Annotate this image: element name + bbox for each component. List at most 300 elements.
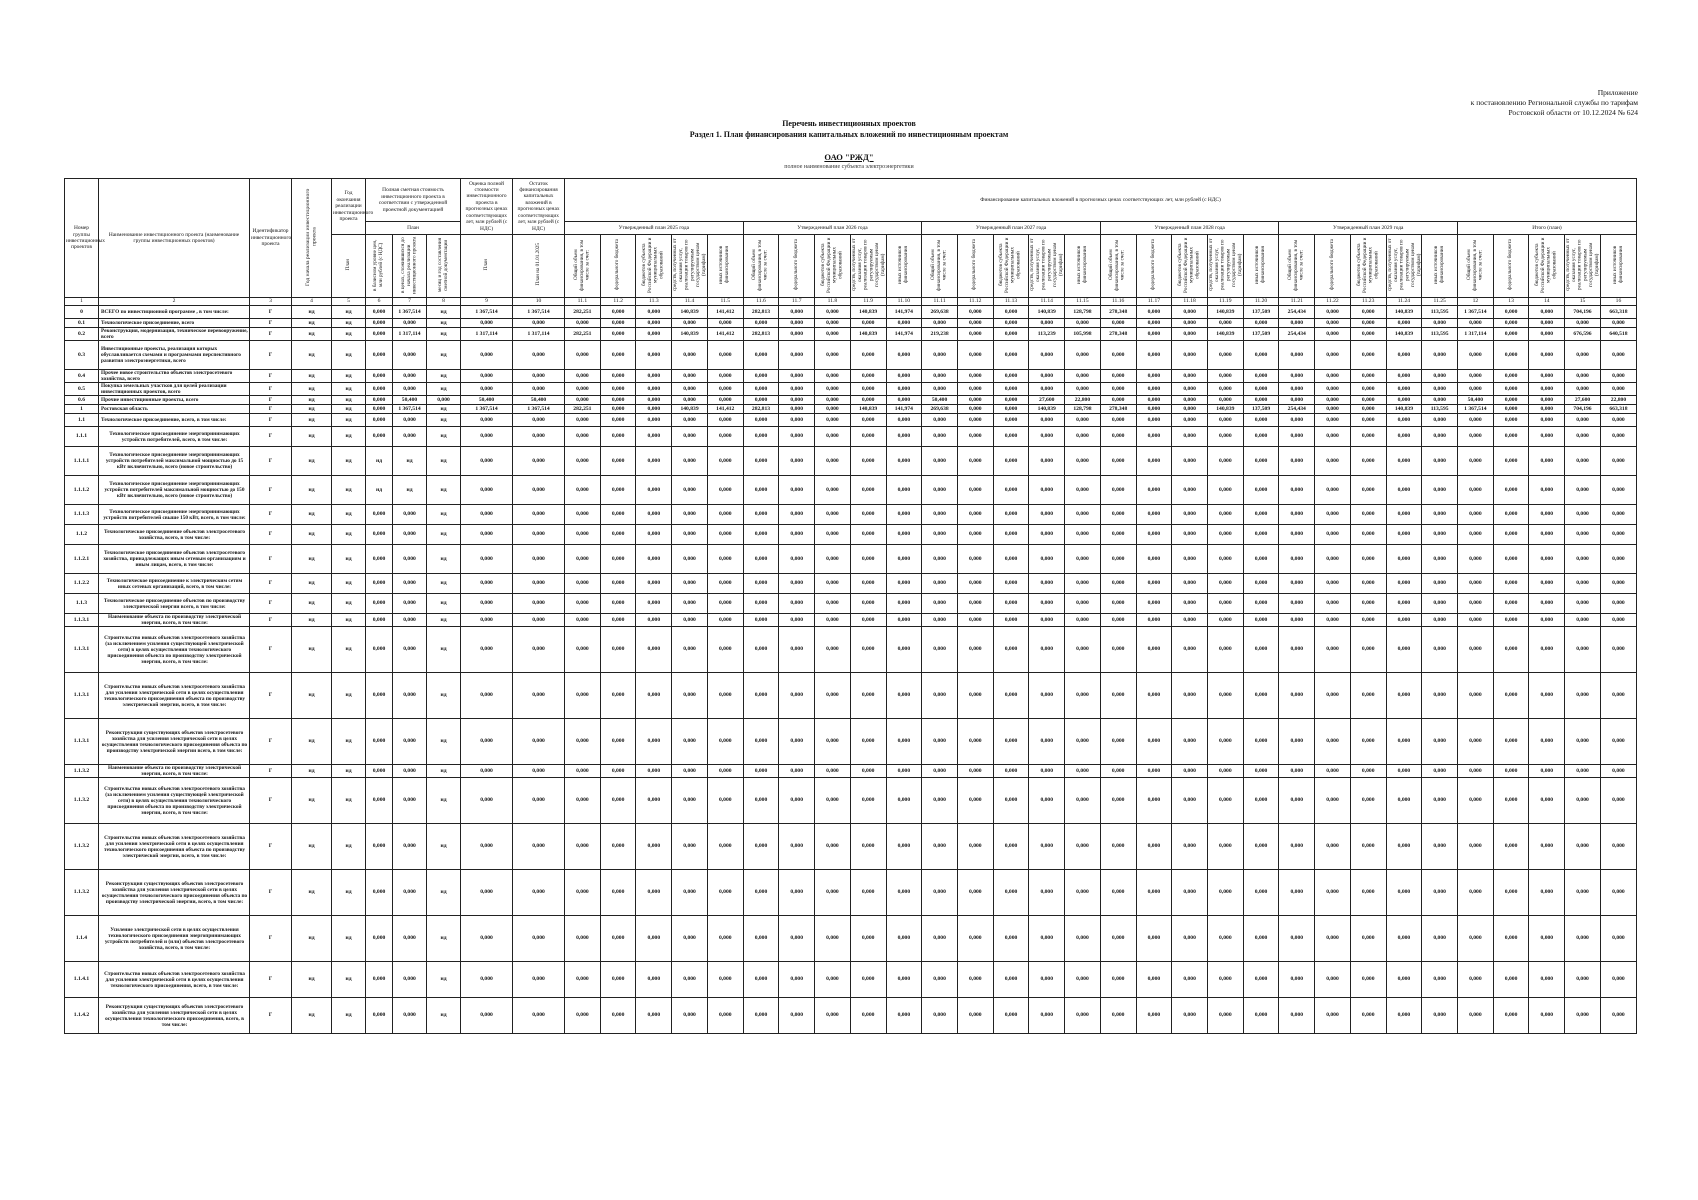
- value-cell: 0,000: [636, 778, 672, 824]
- value-cell: 0,000: [993, 574, 1029, 594]
- value-cell: 0,000: [565, 594, 601, 614]
- value-cell: 0,000: [1029, 545, 1065, 574]
- value-cell: 0,000: [1493, 306, 1529, 319]
- value-cell: 0,000: [1493, 916, 1529, 962]
- value-cell: 0,000: [1100, 594, 1136, 614]
- value-cell: 0,000: [1458, 370, 1494, 383]
- value-cell: нд: [427, 476, 461, 505]
- value-cell: 0,000: [743, 505, 779, 525]
- value-cell: 0,000: [993, 427, 1029, 447]
- value-cell: 0,000: [707, 319, 743, 328]
- row-number: 0.1: [65, 319, 99, 328]
- value-cell: 0,000: [957, 447, 993, 476]
- value-cell: 0,000: [1100, 319, 1136, 328]
- value-cell: 0,000: [513, 962, 565, 998]
- value-cell: нд: [292, 594, 332, 614]
- value-cell: нд: [427, 824, 461, 870]
- value-cell: 0,000: [600, 962, 636, 998]
- value-cell: 663,318: [1600, 405, 1636, 414]
- value-cell: 0,000: [707, 396, 743, 405]
- value-cell: 0,000: [779, 476, 815, 505]
- value-cell: 0,000: [850, 370, 886, 383]
- value-cell: 0,000: [1065, 525, 1101, 545]
- value-cell: 0,000: [1422, 545, 1458, 574]
- value-cell: 0,000: [743, 319, 779, 328]
- value-cell: 0,000: [1422, 414, 1458, 427]
- value-cell: 0,000: [672, 719, 708, 765]
- value-cell: 0,000: [1493, 328, 1529, 341]
- value-cell: Г: [250, 545, 292, 574]
- row-number: 0.5: [65, 383, 99, 396]
- value-cell: 0,000: [636, 870, 672, 916]
- column-number: 11.22: [1315, 298, 1351, 306]
- column-number: 11.8: [815, 298, 851, 306]
- value-cell: 0,000: [1315, 870, 1351, 916]
- appendix-note: [1378, 88, 1638, 118]
- value-cell: 0,000: [743, 824, 779, 870]
- value-cell: 0,000: [1493, 525, 1529, 545]
- row-number: 1.1.4.2: [65, 998, 99, 1034]
- value-cell: 0,000: [1493, 778, 1529, 824]
- value-cell: 0,000: [636, 427, 672, 447]
- value-cell: 0,000: [957, 319, 993, 328]
- value-cell: 0,000: [1207, 673, 1243, 719]
- value-cell: 0,000: [565, 824, 601, 870]
- value-cell: 0,000: [922, 614, 958, 627]
- value-cell: 282,813: [743, 306, 779, 319]
- value-cell: 0,000: [1529, 673, 1565, 719]
- value-cell: 254,434: [1279, 306, 1315, 319]
- value-cell: 0,000: [886, 447, 922, 476]
- year-plan-header: Утвержденный план 2029 года: [1279, 222, 1458, 234]
- value-cell: 0,000: [1458, 778, 1494, 824]
- value-cell: 0,000: [1422, 476, 1458, 505]
- value-cell: 0,000: [922, 765, 958, 778]
- value-cell: 0,000: [1315, 396, 1351, 405]
- value-cell: 0,000: [636, 962, 672, 998]
- source-header: иных источников финансирования: [707, 234, 743, 297]
- value-cell: 0,000: [886, 525, 922, 545]
- value-cell: 0,000: [1172, 962, 1208, 998]
- value-cell: 254,434: [1279, 328, 1315, 341]
- column-number: 7: [393, 298, 427, 306]
- value-cell: 0,000: [1029, 383, 1065, 396]
- value-cell: нд: [292, 370, 332, 383]
- table-row: [65, 594, 1637, 614]
- value-cell: 0,000: [1279, 525, 1315, 545]
- value-cell: 1 367,514: [461, 306, 513, 319]
- value-cell: 0,000: [743, 525, 779, 545]
- value-cell: 0,000: [815, 447, 851, 476]
- value-cell: 0,000: [1029, 447, 1065, 476]
- value-cell: 0,000: [815, 916, 851, 962]
- value-cell: нд: [292, 627, 332, 673]
- value-cell: 0,000: [1315, 319, 1351, 328]
- value-cell: 0,000: [1100, 998, 1136, 1034]
- value-cell: 0,000: [672, 476, 708, 505]
- value-cell: 0,000: [886, 870, 922, 916]
- value-cell: 0,000: [1100, 962, 1136, 998]
- value-cell: 0,000: [1458, 673, 1494, 719]
- value-cell: 0,000: [1207, 778, 1243, 824]
- value-cell: 0,000: [565, 574, 601, 594]
- value-cell: 0,000: [779, 383, 815, 396]
- table-row: [65, 405, 1637, 414]
- value-cell: 0,000: [815, 614, 851, 627]
- value-cell: 0,000: [922, 824, 958, 870]
- row-number: 1.1.4: [65, 916, 99, 962]
- table-row: [65, 574, 1637, 594]
- value-cell: 0,000: [1422, 719, 1458, 765]
- value-cell: 0,000: [600, 998, 636, 1034]
- value-cell: 0,000: [1493, 574, 1529, 594]
- value-cell: нд: [393, 476, 427, 505]
- source-header: иных источников финансирования: [1065, 234, 1101, 297]
- value-cell: 0,000: [886, 962, 922, 998]
- source-header: иных источников финансирования: [1600, 234, 1636, 297]
- value-cell: 0,000: [636, 824, 672, 870]
- value-cell: 0,000: [636, 341, 672, 370]
- value-cell: Г: [250, 505, 292, 525]
- value-cell: 0,000: [707, 824, 743, 870]
- source-header: Общий объем финансирования, в том числе за счет:: [565, 234, 601, 297]
- value-cell: 0,000: [1172, 405, 1208, 414]
- value-cell: 0,000: [393, 778, 427, 824]
- value-cell: 0,000: [743, 396, 779, 405]
- value-cell: 0,000: [1350, 916, 1386, 962]
- row-name: Наименование объекта по производству электрической энергии, всего, в том числе:: [99, 765, 250, 778]
- value-cell: нд: [292, 870, 332, 916]
- value-cell: 0,000: [1565, 719, 1601, 765]
- value-cell: 0,000: [366, 405, 393, 414]
- value-cell: 0,000: [993, 328, 1029, 341]
- value-cell: 0,000: [1493, 396, 1529, 405]
- value-cell: 0,000: [1422, 765, 1458, 778]
- value-cell: 0,000: [743, 370, 779, 383]
- value-cell: 0,000: [513, 778, 565, 824]
- value-cell: 141,974: [886, 328, 922, 341]
- value-cell: 0,000: [922, 447, 958, 476]
- value-cell: 0,000: [886, 673, 922, 719]
- value-cell: 0,000: [993, 870, 1029, 916]
- value-cell: 0,000: [1172, 614, 1208, 627]
- value-cell: 0,000: [1136, 319, 1172, 328]
- value-cell: 0,000: [1065, 998, 1101, 1034]
- value-cell: 0,000: [1350, 396, 1386, 405]
- value-cell: 0,000: [1529, 614, 1565, 627]
- row-name: Технологическое присоединение, всего, в том числе:: [99, 414, 250, 427]
- value-cell: 0,000: [1600, 545, 1636, 574]
- value-cell: 0,000: [1458, 614, 1494, 627]
- value-cell: 0,000: [1350, 370, 1386, 383]
- value-cell: нд: [292, 476, 332, 505]
- value-cell: 140,839: [1386, 328, 1422, 341]
- value-cell: 0,000: [1065, 545, 1101, 574]
- value-cell: 0,000: [1565, 998, 1601, 1034]
- value-cell: 0,000: [461, 414, 513, 427]
- table-row: [65, 824, 1637, 870]
- value-cell: 0,000: [1207, 383, 1243, 396]
- value-cell: 0,000: [1100, 427, 1136, 447]
- value-cell: 0,000: [1529, 545, 1565, 574]
- value-cell: 219,238: [922, 328, 958, 341]
- value-cell: 0,000: [565, 476, 601, 505]
- value-cell: 0,000: [779, 370, 815, 383]
- value-cell: 140,839: [1029, 306, 1065, 319]
- value-cell: 0,000: [1493, 414, 1529, 427]
- column-number: 11.5: [707, 298, 743, 306]
- value-cell: 0,000: [461, 627, 513, 673]
- value-cell: 0,000: [1136, 396, 1172, 405]
- value-cell: нд: [427, 916, 461, 962]
- value-cell: Г: [250, 341, 292, 370]
- value-cell: 0,000: [1243, 998, 1279, 1034]
- value-cell: 0,000: [1386, 962, 1422, 998]
- value-cell: 0,000: [993, 447, 1029, 476]
- value-cell: 0,000: [1315, 545, 1351, 574]
- value-cell: 0,000: [1207, 594, 1243, 614]
- table-header: [65, 179, 1637, 306]
- value-cell: 0,000: [565, 627, 601, 673]
- value-cell: 0,000: [461, 719, 513, 765]
- row-name: Наименование объекта по производству электрической энергии, всего, в том числе:: [99, 614, 250, 627]
- row-number: 1.1.3: [65, 594, 99, 614]
- value-cell: 0,000: [1386, 396, 1422, 405]
- value-cell: 0,000: [366, 383, 393, 396]
- value-cell: 0,000: [1386, 916, 1422, 962]
- row-number: 0: [65, 306, 99, 319]
- table-row: [65, 306, 1637, 319]
- value-cell: 0,000: [707, 545, 743, 574]
- value-cell: 0,000: [636, 505, 672, 525]
- column-number: 11.1: [565, 298, 601, 306]
- value-cell: 0,000: [850, 414, 886, 427]
- value-cell: Г: [250, 306, 292, 319]
- value-cell: 0,000: [1207, 824, 1243, 870]
- value-cell: 0,000: [565, 545, 601, 574]
- value-cell: 0,000: [1243, 427, 1279, 447]
- value-cell: 0,000: [393, 673, 427, 719]
- value-cell: нд: [427, 525, 461, 545]
- value-cell: 0,000: [886, 427, 922, 447]
- value-cell: 0,000: [1029, 341, 1065, 370]
- value-cell: 663,318: [1600, 306, 1636, 319]
- value-cell: 0,000: [393, 370, 427, 383]
- value-cell: 0,000: [636, 405, 672, 414]
- value-cell: 0,000: [922, 719, 958, 765]
- value-cell: 0,000: [993, 396, 1029, 405]
- value-cell: 0,000: [743, 778, 779, 824]
- value-cell: 0,000: [743, 383, 779, 396]
- table-row: [65, 447, 1637, 476]
- value-cell: 0,000: [600, 447, 636, 476]
- value-cell: нд: [427, 870, 461, 916]
- column-number: 11.14: [1029, 298, 1065, 306]
- value-cell: 0,000: [600, 594, 636, 614]
- value-cell: 0,000: [1279, 545, 1315, 574]
- value-cell: 0,000: [1565, 614, 1601, 627]
- value-cell: 0,000: [1172, 998, 1208, 1034]
- value-cell: 0,000: [672, 594, 708, 614]
- value-cell: 0,000: [1600, 427, 1636, 447]
- table-row: [65, 998, 1637, 1034]
- value-cell: 0,000: [600, 627, 636, 673]
- value-cell: 0,000: [779, 396, 815, 405]
- source-header: федерального бюджета: [957, 234, 993, 297]
- value-cell: 0,000: [1207, 370, 1243, 383]
- value-cell: 0,000: [513, 719, 565, 765]
- value-cell: 0,000: [1315, 328, 1351, 341]
- value-cell: 0,000: [886, 341, 922, 370]
- column-number: 16: [1600, 298, 1636, 306]
- value-cell: 0,000: [1279, 962, 1315, 998]
- value-cell: 0,000: [600, 673, 636, 719]
- value-cell: 0,000: [1243, 476, 1279, 505]
- value-cell: 0,000: [366, 719, 393, 765]
- value-cell: 0,000: [393, 962, 427, 998]
- value-cell: 0,000: [461, 476, 513, 505]
- col-start-year: Год начала реализации инвестиционного проекта: [292, 179, 332, 298]
- value-cell: 0,000: [922, 319, 958, 328]
- value-cell: 0,000: [779, 824, 815, 870]
- value-cell: 0,000: [1136, 627, 1172, 673]
- value-cell: 0,000: [815, 998, 851, 1034]
- value-cell: 0,000: [513, 476, 565, 505]
- value-cell: 0,000: [779, 306, 815, 319]
- value-cell: 0,000: [636, 627, 672, 673]
- value-cell: 0,000: [672, 765, 708, 778]
- value-cell: 0,000: [1029, 370, 1065, 383]
- value-cell: 0,000: [1350, 447, 1386, 476]
- value-cell: 0,000: [1029, 627, 1065, 673]
- value-cell: 0,000: [1100, 627, 1136, 673]
- value-cell: нд: [332, 627, 366, 673]
- value-cell: 0,000: [636, 525, 672, 545]
- value-cell: 0,000: [1386, 574, 1422, 594]
- value-cell: 0,000: [1172, 328, 1208, 341]
- column-number: 11.19: [1207, 298, 1243, 306]
- value-cell: 0,000: [1458, 824, 1494, 870]
- source-header: средств, полученных от оказания услуг, реализации товаров по регулируемым государством ценам (тарифам): [1029, 234, 1065, 297]
- value-cell: нд: [427, 370, 461, 383]
- value-cell: 140,839: [1029, 405, 1065, 414]
- value-cell: 0,000: [1529, 396, 1565, 405]
- value-cell: 0,000: [461, 545, 513, 574]
- value-cell: 0,000: [513, 341, 565, 370]
- row-number: 1.1.1.2: [65, 476, 99, 505]
- value-cell: 0,000: [779, 962, 815, 998]
- value-cell: 0,000: [1350, 719, 1386, 765]
- value-cell: 0,000: [1172, 476, 1208, 505]
- column-number: 12: [1458, 298, 1494, 306]
- value-cell: 0,000: [1207, 505, 1243, 525]
- value-cell: 0,000: [1422, 594, 1458, 614]
- value-cell: нд: [427, 505, 461, 525]
- value-cell: нд: [292, 824, 332, 870]
- source-header: Общий объем финансирования, в том числе за счет:: [922, 234, 958, 297]
- value-cell: 0,000: [1243, 614, 1279, 627]
- value-cell: 0,000: [1243, 778, 1279, 824]
- value-cell: 0,000: [1243, 824, 1279, 870]
- value-cell: 0,000: [461, 370, 513, 383]
- value-cell: 0,000: [1100, 525, 1136, 545]
- value-cell: 0,000: [513, 447, 565, 476]
- value-cell: 0,000: [850, 627, 886, 673]
- value-cell: 0,000: [1458, 427, 1494, 447]
- value-cell: 0,000: [815, 824, 851, 870]
- row-number: 1.1.3.1: [65, 614, 99, 627]
- value-cell: 0,000: [1386, 998, 1422, 1034]
- value-cell: 0,000: [1458, 525, 1494, 545]
- value-cell: 0,000: [779, 505, 815, 525]
- value-cell: 0,000: [743, 916, 779, 962]
- value-cell: 0,000: [1172, 370, 1208, 383]
- table-row: [65, 673, 1637, 719]
- value-cell: 0,000: [513, 870, 565, 916]
- value-cell: 0,000: [993, 545, 1029, 574]
- value-cell: Г: [250, 719, 292, 765]
- value-cell: Г: [250, 396, 292, 405]
- value-cell: 0,000: [1172, 824, 1208, 870]
- value-cell: 0,000: [1243, 673, 1279, 719]
- value-cell: 0,000: [1422, 574, 1458, 594]
- value-cell: 0,000: [993, 614, 1029, 627]
- value-cell: 0,000: [1600, 505, 1636, 525]
- table-row: [65, 627, 1637, 673]
- value-cell: 0,000: [1565, 594, 1601, 614]
- value-cell: 0,000: [957, 673, 993, 719]
- value-cell: 0,000: [1493, 614, 1529, 627]
- value-cell: 0,000: [1279, 824, 1315, 870]
- value-cell: 0,000: [672, 370, 708, 383]
- value-cell: 0,000: [1458, 383, 1494, 396]
- organization-name: ОАО "РЖД": [824, 152, 874, 162]
- row-number: 1.1.2.1: [65, 545, 99, 574]
- value-cell: 0,000: [1493, 505, 1529, 525]
- column-number: 11.9: [850, 298, 886, 306]
- col-financing: Финансирование капитальных вложений в прогнозных ценах соответствующих лет, млн рублей (с НДС): [565, 179, 1637, 222]
- year-plan-header: Утвержденный план 2026 года: [743, 222, 922, 234]
- value-cell: 0,000: [779, 778, 815, 824]
- value-cell: 0,000: [1029, 962, 1065, 998]
- value-cell: 0,000: [393, 627, 427, 673]
- value-cell: 0,000: [1565, 476, 1601, 505]
- value-cell: 0,000: [427, 396, 461, 405]
- value-cell: 0,000: [1172, 319, 1208, 328]
- value-cell: нд: [292, 574, 332, 594]
- value-cell: 0,000: [1136, 719, 1172, 765]
- value-cell: нд: [292, 916, 332, 962]
- value-cell: 0,000: [815, 765, 851, 778]
- value-cell: 0,000: [461, 916, 513, 962]
- value-cell: 0,000: [1207, 396, 1243, 405]
- value-cell: 0,000: [886, 574, 922, 594]
- value-cell: 0,000: [513, 627, 565, 673]
- value-cell: 282,251: [565, 328, 601, 341]
- value-cell: 0,000: [815, 341, 851, 370]
- value-cell: 0,000: [1243, 545, 1279, 574]
- value-cell: 0,000: [461, 870, 513, 916]
- value-cell: 0,000: [886, 505, 922, 525]
- table-row: [65, 383, 1637, 396]
- col-remaining-cost: Остаток финансирования капитальных вложений в прогнозных ценах соответствующих лет, млн рублей (с НДС): [513, 179, 565, 235]
- value-cell: 0,000: [1600, 525, 1636, 545]
- row-name: Технологическое присоединение, всего: [99, 319, 250, 328]
- value-cell: 0,000: [600, 328, 636, 341]
- value-cell: 0,000: [600, 319, 636, 328]
- value-cell: 0,000: [513, 765, 565, 778]
- value-cell: 0,000: [393, 525, 427, 545]
